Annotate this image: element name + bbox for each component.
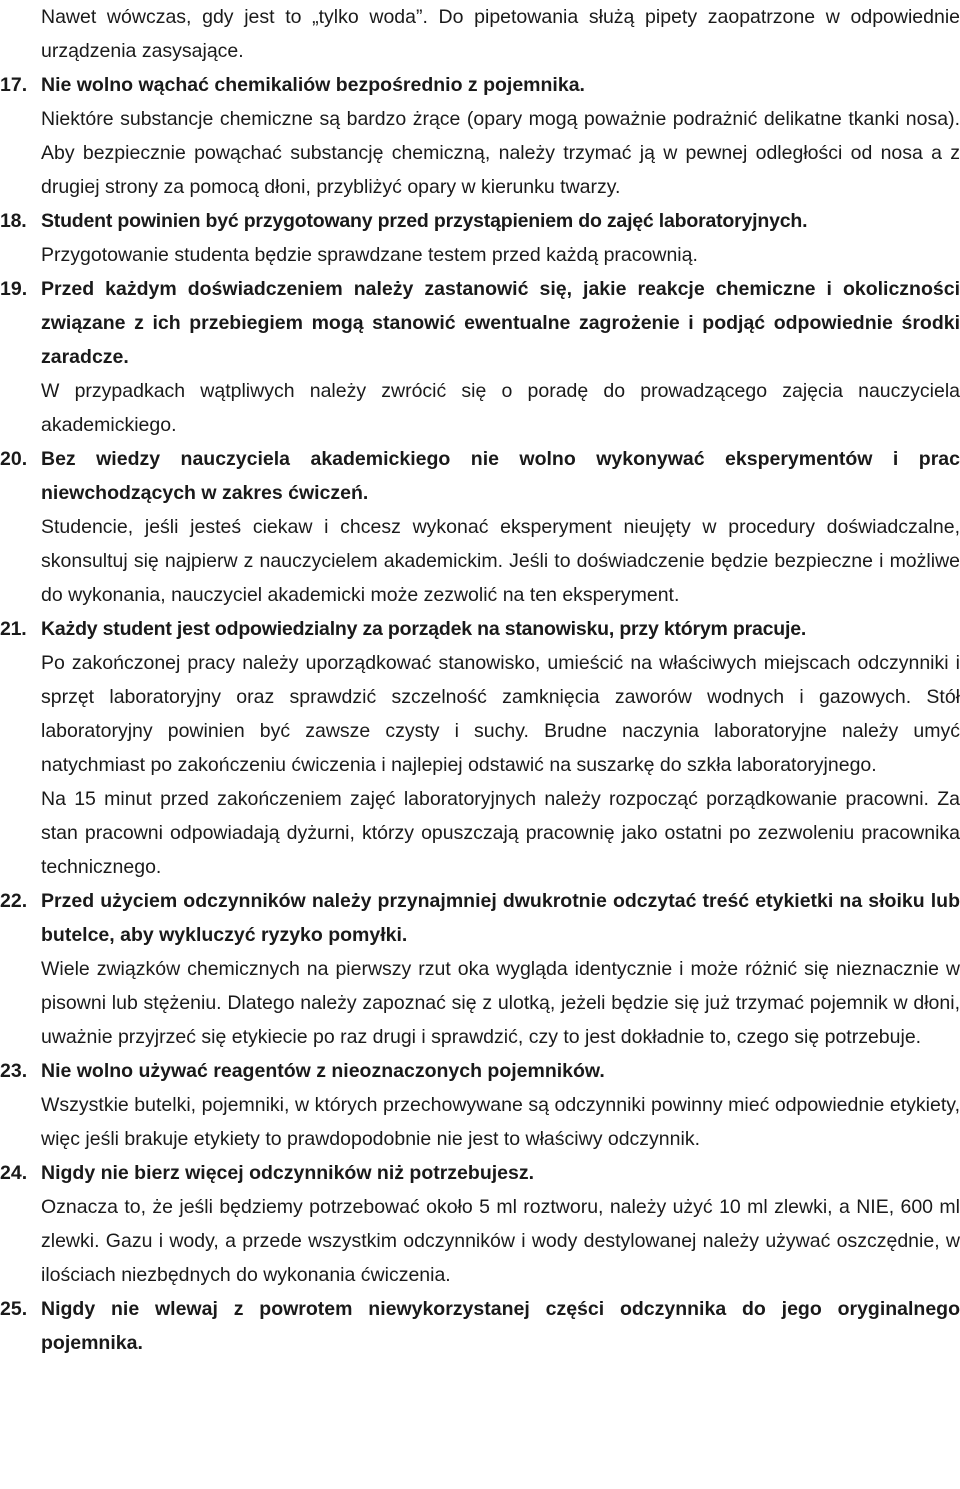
rule-heading-text: Student powinien być przygotowany przed przystąpieniem do zajęć laboratoryjnych. [41,210,808,232]
rule-number: 23. [0,1060,28,1082]
rule-item-24 [0,1156,960,1292]
rule-item-21 [0,612,960,884]
continuation-line-1: Nawet wówczas, gdy jest to „tylko woda”. Do pipetowania służą pipety zaopatrzone w [41,6,840,28]
rule-item-17 [0,68,960,204]
rule-item-19 [0,272,960,442]
continuation-text [0,0,960,68]
rule-body: Przygotowanie studenta będzie sprawdzane testem przed każdą pracownią. [41,244,698,266]
rule-item-18 [0,204,960,272]
rule-body: Wiele związków chemicznych na pierwszy rzut oka wygląda identycznie i może różnić się nieznacznie w pisowni lub stężeniu. Dlatego należy zapoznać się z ulotką, jeżeli będzie się już trzymać pojemnik w dłoni, uważnie przyjrzeć się etykiecie po raz drugi i sprawdzić, czy to jest dokładnie to, czego się potrzebuje. [41,958,960,1048]
rule-heading [0,68,960,102]
rule-body: Na 15 minut przed zakończeniem zajęć laboratoryjnych należy rozpocząć porządkowanie pracowni. Za stan pracowni odpowiadają dyżurni, którzy opuszczają pracownię jako ostatni po zezwoleniu pracownika technicznego. [41,788,960,878]
rule-body: Oznacza to, że jeśli będziemy potrzebować około 5 ml roztworu, należy użyć 10 ml zlewki, a NIE, 600 ml zlewki. Gazu i wody, a przede wszystkim odczynników i wody destylowanej należy używać oszczędnie, w ilościach niezbędnych do wykonania ćwiczenia. [41,1196,960,1286]
rule-number: 19. [0,278,28,300]
rule-item-25 [0,1292,960,1360]
rule-heading-text: Nigdy nie wlewaj z powrotem niewykorzystanej części odczynnika do jego oryginalnego pojemnika. [41,1298,960,1354]
rule-heading [0,612,960,646]
rule-number: 17. [0,74,28,96]
rule-body: Studencie, jeśli jesteś ciekaw i chcesz wykonać eksperyment nieujęty w procedury doświadczalne, skonsultuj się najpierw z nauczycielem akademickim. Jeśli to doświadczenie będzie bezpieczne i możliwe do wykonania, nauczyciel akademicki może zezwolić na ten eksperyment. [41,516,960,606]
rule-heading-text: Bez wiedzy nauczyciela akademickiego nie wolno wykonywać eksperymentów i prac niewchodzących w zakres ćwiczeń. [41,448,960,504]
rule-body: Po zakończonej pracy należy uporządkować stanowisko, umieścić na właściwych miejscach odczynniki i sprzęt laboratoryjny oraz sprawdzić szczelność zamknięcia zaworów wodnych i gazowych. Stół laboratoryjny powinien być zawsze czysty i suchy. Brudne naczynia laboratoryjne należy umyć natychmiast po zakończeniu ćwiczenia i najlepiej odstawić na suszarkę do szkła laboratoryjnego. [41,652,960,776]
rule-heading-text: Nie wolno używać reagentów z nieoznaczonych pojemników. [41,1060,605,1082]
rule-number: 20. [0,448,28,470]
rule-heading-text: Nigdy nie bierz więcej odczynników niż potrzebujesz. [41,1162,535,1184]
rule-number: 25. [0,1298,28,1320]
rule-body: Niektóre substancje chemiczne są bardzo żrące (opary mogą poważnie podrażnić delikatne tkanki nosa). Aby bezpiecznie powąchać substancję chemiczną, należy trzymać ją w pewnej odległości od nosa a z drugiej strony za pomocą dłoni, przybliżyć opary w kierunku twarzy. [41,108,960,198]
rule-item-20 [0,442,960,612]
rule-number: 18. [0,210,27,232]
rule-heading [0,1054,960,1088]
rule-heading [0,204,960,238]
rule-heading [0,884,960,952]
rule-body: W przypadkach wątpliwych należy zwrócić się o poradę do prowadzącego zajęcia nauczyciela akademickiego. [41,380,960,436]
rule-heading-text: Każdy student jest odpowiedzialny za porządek na stanowisku, przy którym pracuje. [41,618,807,640]
rule-heading-text: Przed każdym doświadczeniem należy zastanowić się, jakie reakcje chemiczne i okoliczności związane z ich przebiegiem mogą stanowić ewentualne zagrożenie i podjąć odpowiednie środki zaradcze. [41,278,960,368]
rule-number: 21. [0,618,27,640]
rule-number: 24. [0,1162,28,1184]
rule-heading [0,272,960,374]
rule-heading-text: Nie wolno wąchać chemikaliów bezpośrednio z pojemnika. [41,74,585,96]
rule-heading [0,1156,960,1190]
rule-heading-text: Przed użyciem odczynników należy przynajmniej dwukrotnie odczytać treść etykietki na słoiku lub butelce, aby wykluczyć ryzyko pomyłki. [41,890,960,946]
continuation-line-2: odpowiednie urządzenia zasysające. [41,6,960,62]
rule-item-22 [0,884,960,1054]
rule-body: Wszystkie butelki, pojemniki, w których przechowywane są odczynniki powinny mieć odpowiednie etykiety, więc jeśli brakuje etykiety to prawdopodobnie nie jest to właściwy odczynnik. [41,1094,960,1150]
rule-heading [0,442,960,510]
rule-heading [0,1292,960,1360]
rule-number: 22. [0,890,28,912]
rule-item-23 [0,1054,960,1156]
